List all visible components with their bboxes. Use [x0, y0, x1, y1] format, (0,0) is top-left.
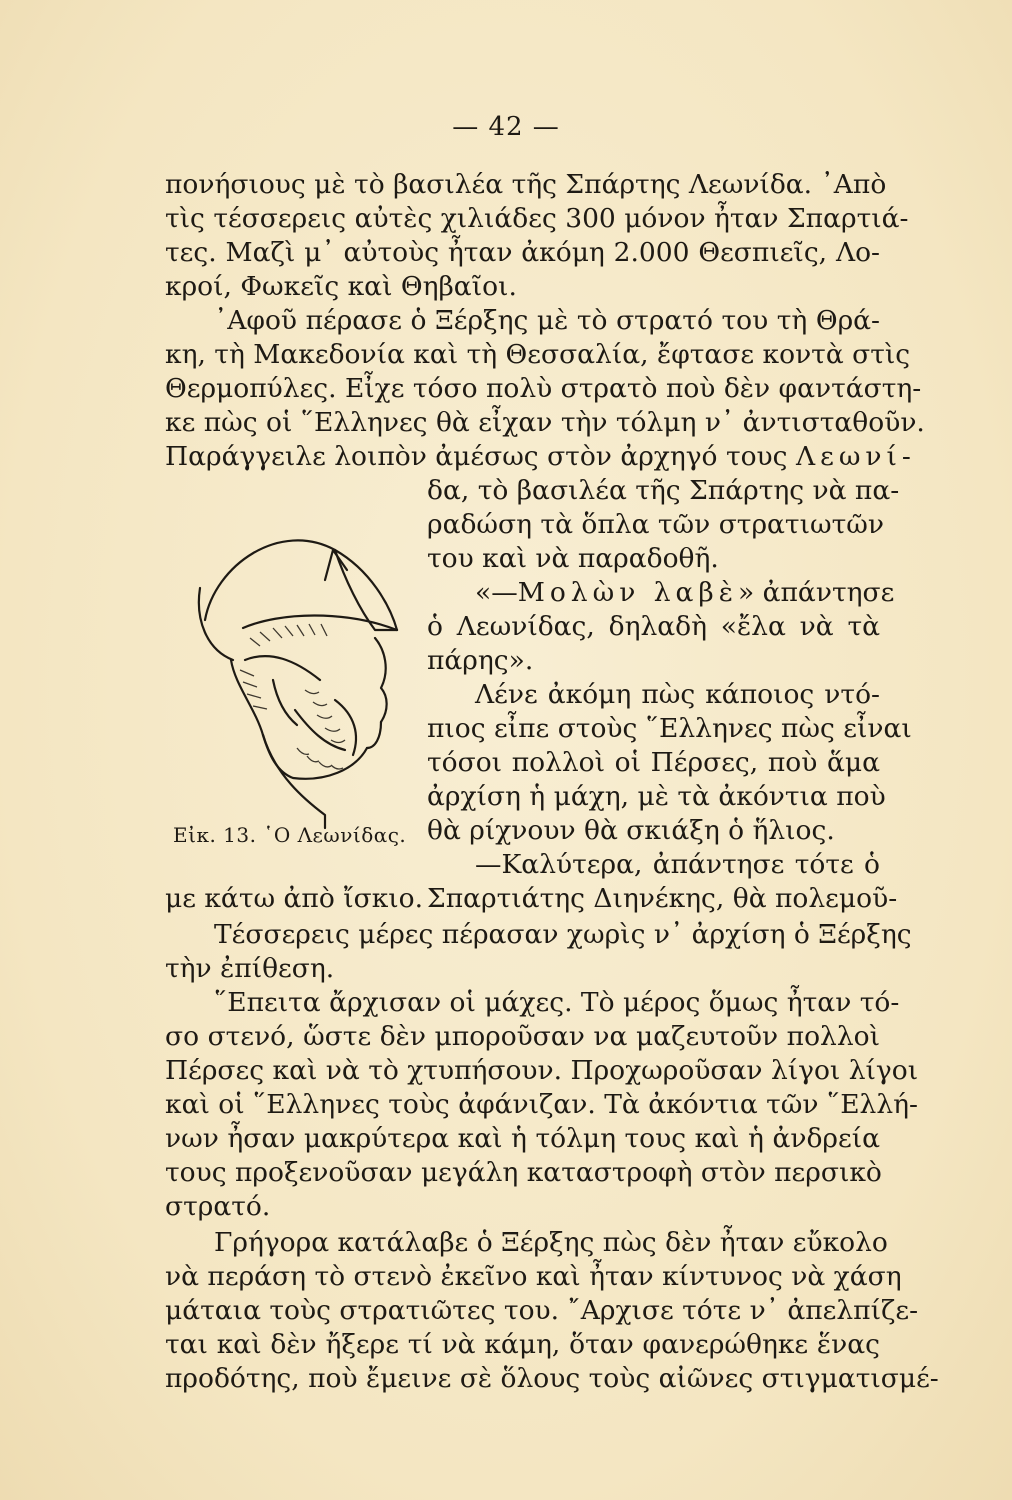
leonidas-portrait-figure	[185, 510, 410, 830]
text-line: Γρήγορα κατάλαβε ὁ Ξέρξης πὼς δὲν ἦταν εὔκολο	[214, 1227, 888, 1258]
text-line: τόσοι πολλοὶ οἱ Πέρσες, ποὺ ἅμα	[427, 747, 880, 778]
text-line	[165, 440, 916, 474]
text-line: ται καὶ δὲν ἤξερε τί νὰ κάμη, ὅταν φανερώθηκε ἕνας	[165, 1329, 880, 1360]
text-line: με κάτω ἀπὸ ἴσκιο.	[165, 883, 424, 914]
text-line: τὶς τέσσερεις αὐτὲς χιλιάδες 300 μόνον ἦταν Σπαρτιά-	[165, 203, 909, 234]
text-line: Τέσσερεις μέρες πέρασαν χωρὶς ν᾽ ἀρχίση ὁ Ξέρξης	[214, 919, 912, 950]
text-line: θὰ ρίχνουν θὰ σκιάξη ὁ ἥλιος.	[427, 815, 835, 846]
text-line: πονήσιους μὲ τὸ βασιλέα τῆς Σπάρτης Λεωνίδα. ᾽Απὸ	[165, 169, 887, 200]
text-line: Πέρσες καὶ νὰ τὸ χτυπήσουν. Προχωροῦσαν λίγοι λίγοι	[165, 1055, 919, 1086]
text-line: Θερμοπύλες. Εἶχε τόσο πολὺ στρατὸ ποὺ δὲν φαντάστη-	[165, 373, 922, 404]
figure-caption: Εἰκ. 13. ῾Ο Λεωνίδας.	[173, 823, 407, 847]
text-line: προδότης, ποὺ ἔμεινε σὲ ὅλους τοὺς αἰῶνες στιγματισμέ-	[165, 1363, 939, 1394]
text-line: δα, τὸ βασιλέα τῆς Σπάρτης νὰ πα-	[427, 475, 900, 506]
text-line: τους προξενοῦσαν μεγάλη καταστροφὴ στὸν περσικὸ	[165, 1157, 882, 1188]
text-line: ραδώση τὰ ὅπλα τῶν στρατιωτῶν	[427, 509, 884, 540]
page-number: — 42 —	[452, 112, 560, 142]
text-line	[475, 576, 895, 610]
text-line: τες. Μαζὶ μ᾽ αὐτοὺς ἦταν ἀκόμη 2.000 Θεσπιεῖς, Λο-	[165, 237, 880, 268]
text-line: Σπαρτιάτης Διηνέκης, θὰ πολεμοῦ-	[427, 883, 898, 914]
text-line: πάρης».	[427, 645, 534, 676]
text-line: πιος εἶπε στοὺς ῞Ελληνες πὼς εἶναι	[427, 713, 912, 744]
text-line: νων ἦσαν μακρύτερα καὶ ἡ τόλμη τους καὶ ἡ ἀνδρεία	[165, 1123, 880, 1154]
text-line: ἀρχίση ἡ μάχη, μὲ τὰ ἀκόντια ποὺ	[427, 781, 886, 812]
text-line: σο στενό, ὥστε δὲν μποροῦσαν να μαζευτοῦν πολλοὶ	[165, 1021, 880, 1052]
text-line: —Καλύτερα, ἀπάντησε τότε ὁ	[475, 849, 880, 880]
text-line: ὁ Λεωνίδας, δηλαδὴ «ἔλα νὰ τὰ	[427, 611, 880, 642]
text-line: κε πὼς οἱ ῞Ελληνες θὰ εἶχαν τὴν τόλμη ν᾽ ἀντισταθοῦν.	[165, 407, 925, 438]
text-line: κροί, Φωκεῖς καὶ Θηβαῖοι.	[165, 271, 517, 302]
emphasized-name: Λεωνί-	[795, 441, 916, 472]
emphasized-phrase: Μολὼν λαβὲ	[517, 577, 738, 608]
text-line: μάταια τοὺς στρατιῶτες του. ῎Αρχισε τότε ν᾽ ἀπελπίζε-	[165, 1295, 919, 1326]
text-run: » ἀπάντησε	[737, 577, 895, 608]
text-line: κη, τὴ Μακεδονία καὶ τὴ Θεσσαλία, ἔφτασε κοντὰ στὶς	[165, 339, 911, 370]
text-run: Παράγγειλε λοιπὸν ἀμέσως στὸν ἀρχηγό τους	[165, 441, 788, 472]
text-line: τὴν ἐπίθεση.	[165, 953, 335, 984]
text-line: ῞Επειτα ἄρχισαν οἱ μάχες. Τὸ μέρος ὅμως ἦταν τό-	[214, 987, 900, 1018]
text-run: «—	[475, 577, 518, 608]
text-line: του καὶ νὰ παραδοθῆ.	[427, 543, 719, 574]
text-line: νὰ περάση τὸ στενὸ ἐκεῖνο καὶ ἦταν κίντυνος νὰ χάση	[165, 1261, 902, 1292]
leonidas-helmet-portrait-icon	[185, 510, 410, 830]
text-line: καὶ οἱ ῞Ελληνες τοὺς ἀφάνιζαν. Τὰ ἀκόντια τῶν ῞Ελλή-	[165, 1089, 918, 1120]
text-line: στρατό.	[165, 1191, 271, 1222]
text-line: Λένε ἀκόμη πὼς κάποιος ντό-	[475, 679, 880, 710]
text-line: ᾽Αφοῦ πέρασε ὁ Ξέρξης μὲ τὸ στρατό του τὴ Θρά-	[214, 305, 880, 336]
